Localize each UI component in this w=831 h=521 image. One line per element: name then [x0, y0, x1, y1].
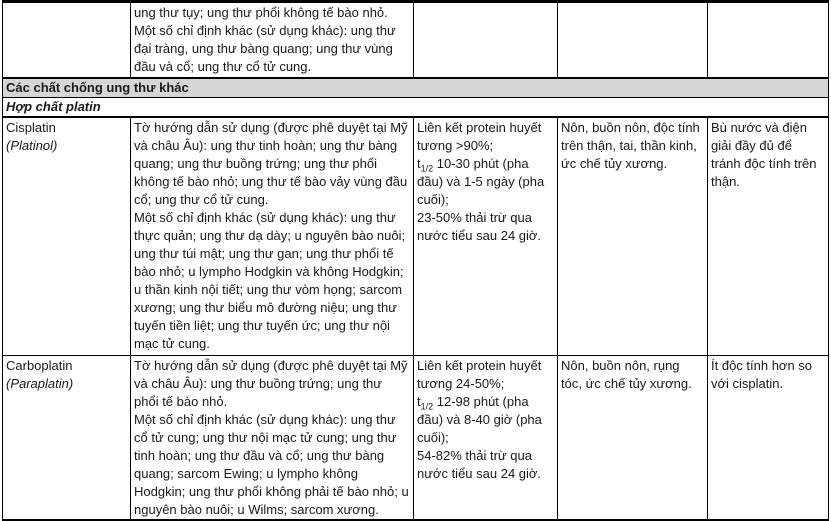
section-header: Các chất chống ung thư khác: [3, 78, 829, 98]
pk-protein-binding: Liên kết protein huyết tương >90%;: [417, 120, 542, 153]
anticancer-drug-table: [2, 0, 829, 521]
pk-halflife-text: 12-98 phút (pha đầu) và 8-40 giờ (pha cuối);: [417, 394, 542, 445]
cell-adverse-effects: [558, 117, 708, 356]
table-row-continuation: [3, 2, 829, 79]
indications-paragraph: Một số chỉ định khác (sử dụng khác): ung thư cổ tử cung; ung thư nội mạc tử cung; ung thư tinh hoàn; ung thư đầu và cổ; ung thư bàng quang; sarcom Ewing; u lympho không Hodgkin; ung thư phổi không phải tế bào nhỏ; u nguyên bào nuôi; u Wilms; sarcom xương.: [134, 412, 409, 517]
indications-paragraph: Tờ hướng dẫn sử dụng (được phê duyệt tại Mỹ và châu Âu): ung thư tinh hoàn; ung thư bàng quang; ung thư buồng trứng; ung thư phổi không tế bào nhỏ; ung thư tế bào vảy vùng đầu cổ; ung thư cổ tử cung.: [134, 120, 408, 207]
pk-halflife-symbol: t: [417, 394, 421, 409]
cell-notes-empty: [708, 2, 829, 79]
pk-halflife-symbol: t: [417, 156, 421, 171]
cell-indications: [131, 117, 414, 356]
drug-brand-name: (Paraplatin): [6, 376, 74, 391]
cell-notes: [708, 356, 829, 521]
cell-pharmacokinetics: [414, 117, 558, 356]
cell-adverse-effects: [558, 356, 708, 521]
table-row-subsection-header: [3, 98, 829, 118]
pk-half-life: [417, 155, 554, 209]
pk-halflife-text: 10-30 phút (pha đầu) và 1-5 ngày (pha cuối);: [417, 156, 545, 207]
table-row-carboplatin: [3, 356, 829, 521]
drug-brand-name: (Platinol): [6, 138, 58, 153]
cell-pharmacokinetics-empty: [414, 2, 558, 79]
cell-adverse-effects-empty: [558, 2, 708, 79]
pk-excretion: 54-82% thải trừ qua nước tiểu sau 24 giờ.: [417, 448, 542, 481]
drug-name: Carboplatin: [6, 358, 73, 373]
indications-paragraph: Một số chỉ định khác (sử dụng khác): ung thư thực quản; ung thư dạ dày; u nguyên bào nuôi; ung thư túi mật; ung thư gan; ung thư phổi tế bào nhỏ; u lympho Hodgkin và không Hodgkin; u thần kinh nội tiết; ung thư vòm họng; sarcom xương; ung thư biểu mô đường niệu; ung thư tuyến tiền liệt; ung thư tuyến ức; ung thư nội mạc tử cung.: [134, 210, 406, 351]
notes-text: Bù nước và điện giải đầy đủ để tránh độc tính trên thận.: [711, 120, 817, 189]
notes-text: Ít độc tính hơn so với cisplatin.: [711, 358, 813, 391]
cell-notes: [708, 117, 829, 356]
pk-protein-binding: Liên kết protein huyết tương 24-50%;: [417, 358, 542, 391]
drug-name: Cisplatin: [6, 120, 56, 135]
cell-indications: [131, 356, 414, 521]
indications-paragraph: ung thư tụy; ung thư phổi không tế bào nhỏ.: [134, 5, 388, 20]
table-row-section-header: [3, 78, 829, 98]
table-row-cisplatin: [3, 117, 829, 356]
indications-paragraph: Một số chỉ định khác (sử dụng khác): ung thư đại tràng, ung thư bàng quang; ung thư vùng đầu và cổ; ung thư cổ tử cung.: [134, 23, 396, 74]
pk-excretion: 23-50% thải trừ qua nước tiểu sau 24 giờ.: [417, 210, 542, 243]
pk-halflife-subscript: 1/2: [420, 163, 434, 174]
adverse-effects-text: Nôn, buồn nôn, rụng tóc, ức chế tủy xương.: [561, 358, 692, 391]
cell-indications-continuation: [131, 2, 414, 79]
adverse-effects-text: Nôn, buồn nôn, độc tính trên thận, tai, thần kinh, ức chế tủy xương.: [561, 120, 700, 171]
indications-paragraph: Tờ hướng dẫn sử dụng (được phê duyệt tại Mỹ và châu Âu): ung thư buồng trứng; ung thư phổi tế bào nhỏ.: [134, 358, 408, 409]
subsection-header: Hợp chất platin: [3, 98, 829, 118]
cell-drug-name-empty: [3, 2, 131, 79]
pk-half-life: [417, 393, 554, 447]
cell-pharmacokinetics: [414, 356, 558, 521]
cell-drug-name: [3, 356, 131, 521]
cell-drug-name: [3, 117, 131, 356]
pk-halflife-subscript: 1/2: [420, 401, 434, 412]
